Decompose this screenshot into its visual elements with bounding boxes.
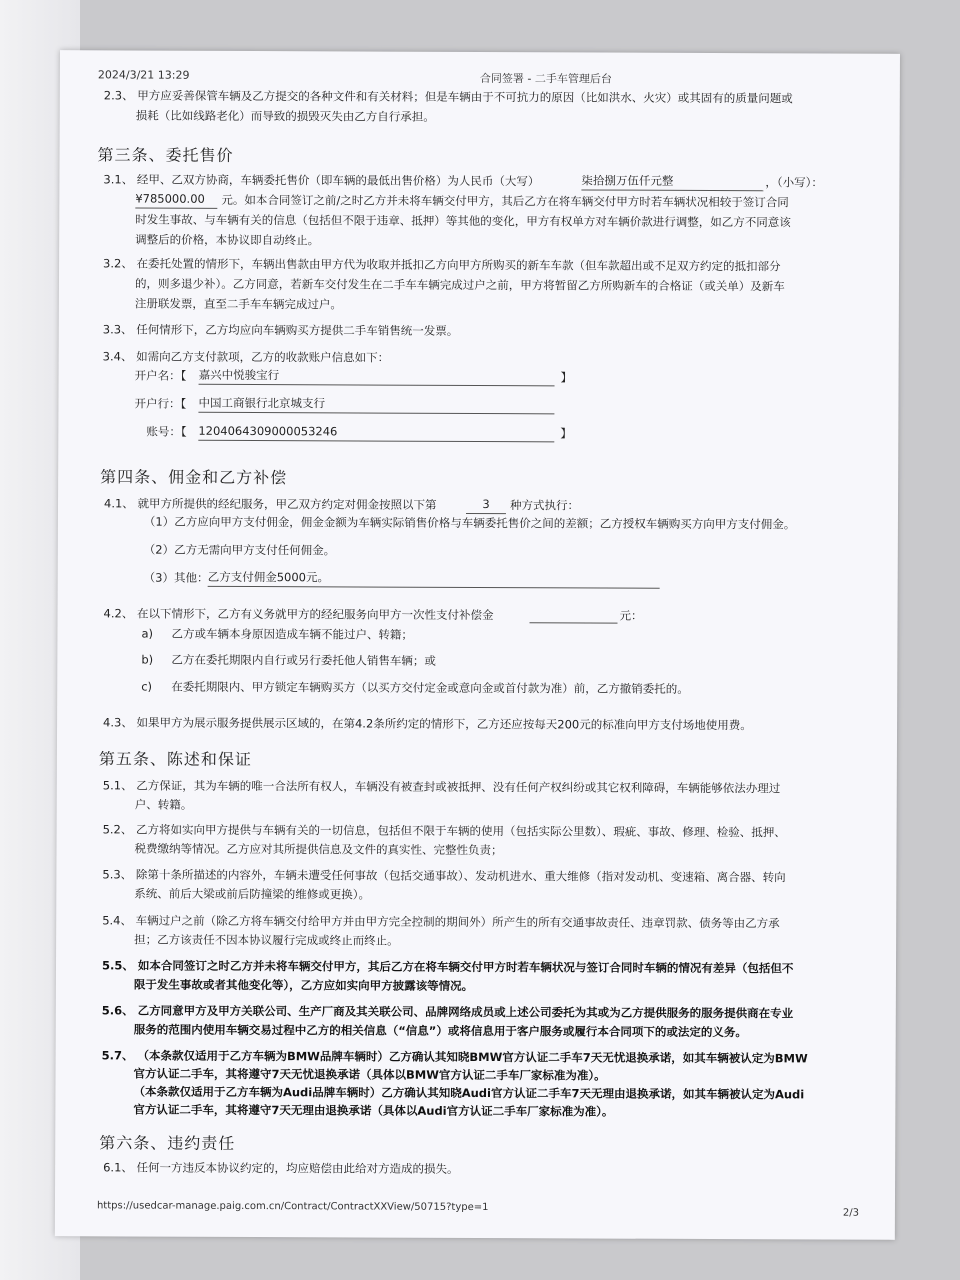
account-name-close: 】 — [560, 370, 573, 385]
commission-option-1: （1）乙方应向甲方支付佣金，佣金金额为车辆实际销售价格与车辆委托售价之间的差额；乙方授权车辆购买方向甲方支付佣金。 — [143, 514, 796, 532]
contract-page — [55, 50, 900, 1240]
clause-5-3-line2: 系统、前后大梁或前后防撞梁的维修或更换）。 — [134, 886, 371, 902]
clause-4-1-suffix: 种方式执行： — [509, 498, 580, 513]
clause-3-2-line2: 的，则多退少补）。乙方同意，若新车交付发生在二手车车辆完成过户之前，甲方将暂留乙方所购新车的合格证（或关单）及新车 — [134, 276, 785, 294]
clause-4-2-a-label: a) — [141, 626, 154, 641]
section-5-title: 第五条、陈述和保证 — [98, 749, 252, 770]
clause-4-2-c: 在委托期限内、甲方锁定车辆购买方（以买方交付定金或意向金或首付款为准）前，乙方撤销委托的。 — [171, 679, 689, 696]
clause-4-2-b-label: b) — [141, 652, 154, 667]
account-name-label: 开户名：【 — [134, 368, 187, 383]
amount-in-words: 柒拾捌万伍仟元整 — [581, 172, 763, 191]
commission-option-3-value: 乙方支付佣金5000元。 — [208, 569, 660, 589]
section-6-title: 第六条、违约责任 — [99, 1133, 236, 1153]
clause-3-1-line2: 元。如本合同签订之前/之时乙方并未将车辆交付甲方，其后乙方在将车辆交付甲方时若车辆状况相较于签订合同 — [221, 192, 789, 210]
clause-3-1-line3: 时发生事故、与车辆有关的信息（包括但不限于违章、抵押）等其他的变化，甲方有权单方对车辆价款进行调整，如乙方不同意该 — [135, 212, 791, 230]
compensation-amount-blank — [530, 622, 618, 623]
print-datetime: 2024/3/21 13:29 — [97, 68, 190, 82]
clause-5-6-line2: 服务的范围内使用车辆交易过程中乙方的相关信息（“信息”）或将信息用于客户服务或履行本合同项下的或法定的义务。 — [133, 1022, 747, 1040]
clause-2-3-line1: 2.3、 甲方应妥善保管车辆及乙方提交的各种文件和有关材料；但是车辆由于不可抗力的原因（比如洪水、火灾）或其固有的质量问题或 — [103, 88, 793, 106]
commission-option-2: （2）乙方无需向甲方支付任何佣金。 — [143, 542, 336, 558]
clause-5-2-line2: 税费缴纳等情况。乙方应对其所提供信息及文件的真实性、完整性负责； — [134, 841, 503, 858]
clause-4-2-c-label: c) — [141, 679, 153, 694]
clause-4-2-suffix: 元： — [619, 608, 643, 623]
account-no-close: 】 — [560, 426, 572, 441]
section-4-title: 第四条、佣金和乙方补偿 — [100, 467, 288, 488]
bank-label: 开户行：【 — [134, 396, 187, 411]
commission-option-3-label: （3）其他： — [143, 570, 209, 585]
clause-3-2-line3: 注册联发票，直至二手车车辆完成过户。 — [134, 296, 342, 312]
clause-4-2-b: 乙方在委托期限内自行或另行委托他人销售车辆；或 — [171, 652, 436, 668]
bank-name: 中国工商银行北京城支行 — [198, 395, 554, 415]
account-name: 嘉兴中悦骏宝行 — [199, 367, 555, 387]
clause-5-4-line1: 5.4、 车辆过户之前（除乙方将车辆交付给甲方并由甲方完全控制的期间外）所产生的所有交通事故责任、违章罚款、债务等由乙方承 — [102, 913, 780, 931]
page-number: 2/3 — [842, 1207, 860, 1219]
clause-3-2-line1: 3.2、 在委托处置的情形下，车辆出售款由甲方代为收取并抵扣乙方向甲方所购买的新车车款（但车款超出或不足双方约定的抵扣部分 — [103, 256, 781, 274]
clause-3-4-line1: 3.4、 如需向乙方支付款项，乙方的收款账户信息如下： — [102, 349, 390, 365]
clause-5-3-line1: 5.3、 除第十条所描述的内容外，车辆未遭受任何事故（包括交通事故）、发动机进水、重大维修（指对发动机、变速箱、离合器、转向 — [102, 867, 786, 885]
commission-option-choice: 3 — [466, 496, 506, 514]
clause-2-3-line2: 损耗（比如线路老化）而导致的损毁灭失由乙方自行承担。 — [135, 108, 435, 124]
clause-5-4-line2: 担；乙方该责任不因本协议履行完成或终止而终止。 — [134, 932, 399, 948]
clause-5-7-line3: （本条款仅适用于乙方车辆为Audi品牌车辆时）乙方确认其知晓Audi官方认证二手车7天无理由退换承诺，如其车辆被认定为Audi — [133, 1084, 805, 1102]
clause-4-2-prefix: 4.2、 在以下情形下，乙方有义务就甲方的经纪服务向甲方一次性支付补偿金 — [103, 606, 494, 623]
clause-5-5-line1: 5.5、 如本合同签订之时乙方并未将车辆交付甲方，其后乙方在将车辆交付甲方时若车辆状况与签订合同时车辆的情况有差异（包括但不 — [101, 958, 794, 976]
footer-url: https://usedcar-manage.paig.com.cn/Contract/ContractXXView/50715?type=1 — [96, 1200, 489, 1214]
clause-4-1-prefix: 4.1、 就甲方所提供的经纪服务，甲乙双方约定对佣金按照以下第 — [103, 496, 437, 512]
clause-5-5-line2: 限于发生事故或者其他变化等），乙方应如实向甲方披露该等情况。 — [133, 977, 474, 993]
clause-4-2-a: 乙方或车辆本身原因造成车辆不能过户、转籍； — [171, 626, 413, 642]
clause-4-3: 4.3、 如果甲方为展示服务提供展示区域的，在第4.2条所约定的情形下，乙方还应按每天200元的标准向甲方支付场地使用费。 — [103, 715, 752, 733]
clause-3-1-mid: ，（小写）： — [765, 175, 823, 190]
print-title: 合同签署 - 二手车管理后台 — [479, 71, 612, 86]
clause-5-1-line1: 5.1、 乙方保证，其为车辆的唯一合法所有权人，车辆没有被查封或被抵押、没有任何产权纠纷或其它权利障碍，车辆能够依法办理过 — [102, 778, 781, 796]
section-3-title: 第三条、委托售价 — [97, 145, 234, 165]
account-no-label: 账号：【 — [146, 424, 187, 439]
account-number: 1204064309000053246 — [198, 423, 554, 443]
clause-5-7-line4: 官方认证二手车，其将遵守7天无理由退换承诺（具体以Audi官方认证二手车厂家标准为准）。 — [133, 1102, 614, 1119]
clause-3-1-prefix: 3.1、 经甲、乙双方协商，车辆委托售价（即车辆的最低出售价格）为人民币（大写） — [103, 172, 540, 189]
clause-5-7-line1: 5.7、 （本条款仅适用于乙方车辆为BMW品牌车辆时）乙方确认其知晓BMW官方认证二手车7天无忧退换承诺，如其车辆被认定为BMW — [101, 1048, 808, 1066]
clause-3-3: 3.3、 任何情形下，乙方均应向车辆购买方提供二手车销售统一发票。 — [102, 322, 459, 338]
clause-5-6-line1: 5.6、 乙方同意甲方及甲方关联公司、生产厂商及其关联公司、品牌网络成员或上述公司委托为其或为乙方提供服务的服务提供商在专业 — [101, 1003, 794, 1021]
clause-3-1-line4: 调整后的价格，本协议即自动终止。 — [135, 232, 320, 248]
clause-5-1-line2: 户、转籍。 — [134, 797, 193, 812]
clause-6-1: 6.1、 任何一方违反本协议约定的，均应赔偿由此给对方造成的损失。 — [103, 1160, 459, 1176]
clause-5-7-line2: 官方认证二手车，其将遵守7天无忧退换承诺（具体以BMW官方认证二手车厂家标准为准）。 — [133, 1066, 606, 1083]
clause-5-2-line1: 5.2、 乙方将如实向甲方提供与车辆有关的一切信息，包括但不限于车辆的使用（包括实际公里数）、瑕疵、事故、修理、检验、抵押、 — [102, 822, 786, 840]
amount-in-figures: ¥785000.00 — [135, 190, 217, 208]
